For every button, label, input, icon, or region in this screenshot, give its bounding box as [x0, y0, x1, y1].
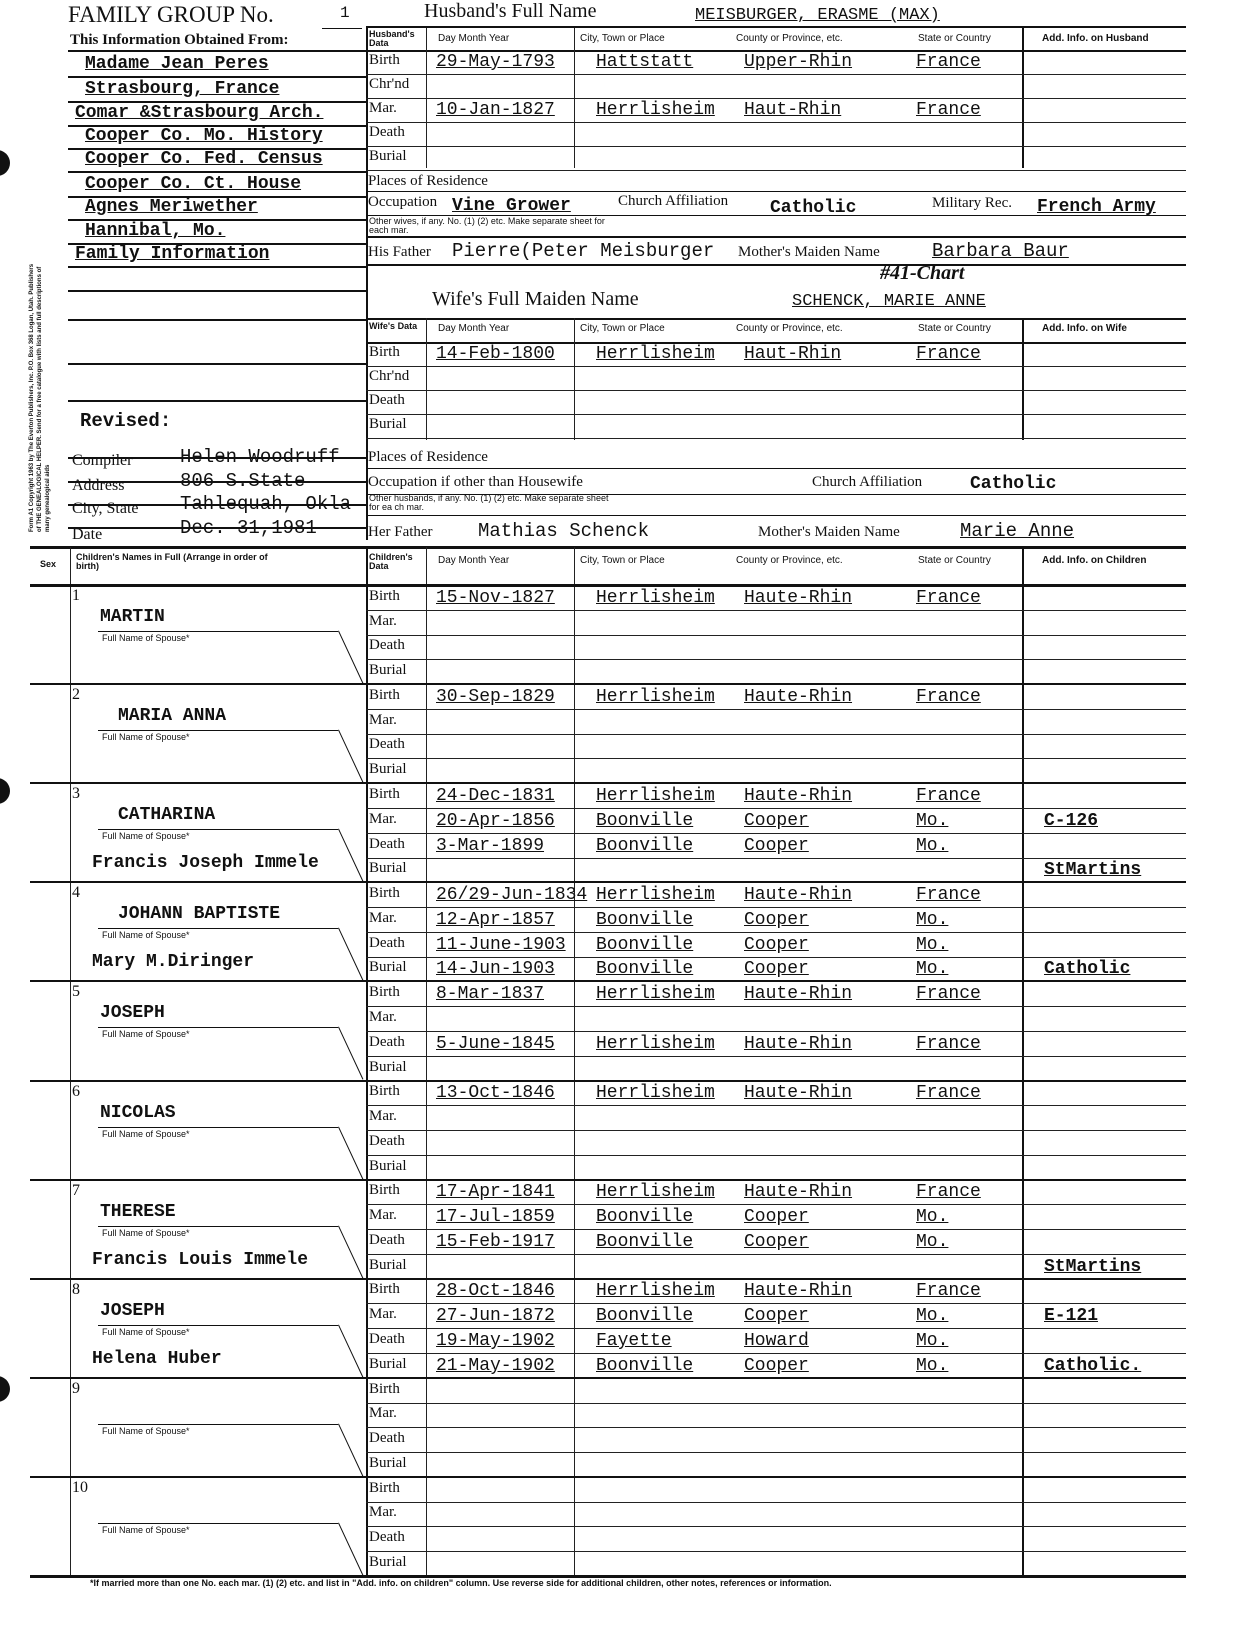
- family-group-number: 1: [340, 4, 350, 22]
- event-date: 19-May-1902: [436, 1331, 555, 1352]
- event-city: Boonville: [596, 959, 694, 980]
- event-state: France: [916, 1182, 981, 1203]
- event-city: Herrlisheim: [596, 785, 715, 806]
- spouse-label: Full Name of Spouse*: [102, 732, 190, 743]
- event-label: Mar.: [369, 1405, 397, 1422]
- spouse-name: Francis Louis Immele: [92, 1249, 309, 1270]
- event-state: France: [916, 344, 981, 364]
- event-date: 14-Jun-1903: [436, 959, 555, 980]
- event-label: Birth: [369, 1281, 400, 1298]
- event-label: Burial: [369, 860, 407, 877]
- form-title: FAMILY GROUP No.: [68, 2, 274, 27]
- child-number: 3: [72, 785, 80, 803]
- child-number: 2: [72, 686, 80, 704]
- her-father-value: Mathias Schenck: [478, 520, 650, 542]
- child-name: THERESE: [100, 1201, 176, 1222]
- event-county: Cooper: [744, 810, 809, 831]
- event-state: France: [916, 587, 981, 608]
- event-county: Cooper: [744, 1306, 809, 1327]
- event-date: 30-Sep-1829: [436, 686, 555, 707]
- event-label: Burial: [369, 959, 407, 976]
- event-state: France: [916, 1033, 981, 1054]
- event-city: Herrlisheim: [596, 100, 715, 120]
- child-name: MARIA ANNA: [118, 706, 227, 727]
- husband-military-value: French Army: [1037, 197, 1156, 217]
- date-value: Dec. 31,1981: [180, 517, 317, 539]
- husband-occupation-value: Vine Grower: [452, 196, 571, 216]
- date-column-header: Day Month Year: [438, 555, 510, 566]
- event-label: Death: [369, 1231, 405, 1248]
- county-column-header: County or Province, etc.: [736, 555, 843, 566]
- add-info-column-header: Add. Info. on Children: [1042, 555, 1147, 566]
- event-label: Death: [369, 392, 405, 408]
- event-county: Haute-Rhin: [744, 1033, 853, 1054]
- event-state: France: [916, 100, 981, 120]
- source-line: Family Information: [75, 244, 270, 264]
- event-label: Death: [369, 736, 405, 753]
- event-county: Cooper: [744, 1231, 809, 1252]
- his-father-value: Pierre(Peter Meisburger: [452, 240, 715, 262]
- wife-name-label: Wife's Full Maiden Name: [432, 288, 639, 310]
- event-label: Mar.: [369, 909, 397, 926]
- event-label: Mar.: [369, 1108, 397, 1125]
- event-label: Death: [369, 934, 405, 951]
- event-city: Herrlisheim: [596, 686, 715, 707]
- spouse-label: Full Name of Spouse*: [102, 1326, 190, 1337]
- event-date: 15-Nov-1827: [436, 587, 555, 608]
- compiler-label: Compiler: [72, 452, 133, 469]
- event-label: Birth: [369, 1479, 400, 1496]
- event-label: Burial: [369, 1058, 407, 1075]
- event-city: Boonville: [596, 835, 694, 856]
- event-county: Haute-Rhin: [744, 785, 853, 806]
- child-name: JOSEPH: [100, 1003, 165, 1024]
- event-city: Herrlisheim: [596, 1083, 715, 1104]
- event-city: Fayette: [596, 1331, 672, 1352]
- date-column-header: Day Month Year: [438, 323, 510, 334]
- event-date: 27-Jun-1872: [436, 1306, 555, 1327]
- city-column-header: City, Town or Place: [580, 33, 665, 44]
- source-line: Cooper Co. Fed. Census: [85, 149, 323, 169]
- event-date: 11-June-1903: [436, 934, 566, 955]
- source-line: Cooper Co. Mo. History: [85, 126, 323, 146]
- event-state: Mo.: [916, 810, 949, 831]
- county-column-header: County or Province, etc.: [736, 323, 843, 334]
- event-city: Boonville: [596, 1207, 694, 1228]
- event-state: Mo.: [916, 835, 949, 856]
- event-label: Burial: [369, 1355, 407, 1372]
- spouse-label: Full Name of Spouse*: [102, 1128, 190, 1139]
- event-label: Mar.: [369, 711, 397, 728]
- city-state-label: City, State: [72, 500, 139, 517]
- event-date: 15-Feb-1917: [436, 1231, 555, 1252]
- event-county: Howard: [744, 1331, 809, 1352]
- husband-military-label: Military Rec.: [932, 195, 1012, 211]
- his-mother-label: Mother's Maiden Name: [738, 244, 880, 260]
- wife-church-value: Catholic: [970, 474, 1057, 494]
- event-label: Mar.: [369, 1306, 397, 1323]
- event-label: Burial: [369, 148, 407, 164]
- event-state: Mo.: [916, 909, 949, 930]
- event-date: 24-Dec-1831: [436, 785, 555, 806]
- event-label: Mar.: [369, 612, 397, 629]
- event-label: Birth: [369, 785, 400, 802]
- event-county: Cooper: [744, 1207, 809, 1228]
- event-label: Birth: [369, 587, 400, 604]
- event-county: Cooper: [744, 1355, 809, 1376]
- event-city: Boonville: [596, 909, 694, 930]
- event-date: 8-Mar-1837: [436, 984, 545, 1005]
- child-number: 9: [72, 1379, 80, 1397]
- event-state: Mo.: [916, 1207, 949, 1228]
- his-mother-value: Barbara Baur: [932, 240, 1069, 262]
- child-number: 7: [72, 1181, 80, 1199]
- event-city: Boonville: [596, 1231, 694, 1252]
- event-city: Boonville: [596, 934, 694, 955]
- event-state: France: [916, 52, 981, 72]
- event-label: Death: [369, 1331, 405, 1348]
- event-label: Burial: [369, 1454, 407, 1471]
- event-city: Herrlisheim: [596, 885, 715, 906]
- event-label: Birth: [369, 686, 400, 703]
- event-label: Chr'nd: [369, 76, 410, 92]
- compiler-value: Helen Woodruff: [180, 446, 340, 468]
- event-date: 17-Apr-1841: [436, 1182, 555, 1203]
- event-state: France: [916, 785, 981, 806]
- child-number: 1: [72, 587, 80, 604]
- side-copyright: Form A1 Copyright 1963 by The Everton Publishers, Inc. P.O. Box 368 Logan, Utah. Publishers of THE GENEALOGICAL HELPER. Send for a free catalogue with lists and full descriptions of many genealogical aids: [29, 263, 51, 532]
- event-state: France: [916, 984, 981, 1005]
- child-name: MARTIN: [100, 607, 165, 627]
- event-add-info: E-121: [1044, 1306, 1099, 1327]
- event-city: Herrlisheim: [596, 1182, 715, 1203]
- event-county: Cooper: [744, 835, 809, 856]
- child-number: 5: [72, 983, 80, 1001]
- her-father-label: Her Father: [368, 524, 433, 540]
- child-name: NICOLAS: [100, 1102, 176, 1123]
- event-label: Burial: [369, 416, 407, 432]
- husband-occupation-label: Occupation: [368, 194, 438, 210]
- event-label: Birth: [369, 984, 400, 1001]
- child-name: CATHARINA: [118, 805, 216, 826]
- event-state: Mo.: [916, 1331, 949, 1352]
- event-county: Haute-Rhin: [744, 1182, 853, 1203]
- children-data-header: Children's Data: [369, 552, 413, 571]
- event-label: Death: [369, 1132, 405, 1149]
- county-column-header: County or Province, etc.: [736, 33, 843, 44]
- event-state: Mo.: [916, 934, 949, 955]
- event-state: Mo.: [916, 959, 949, 980]
- add-info-column-header: Add. Info. on Husband: [1042, 33, 1149, 44]
- spouse-label: Full Name of Spouse*: [102, 1227, 190, 1238]
- event-label: Birth: [369, 1083, 400, 1100]
- spouse-name: Mary M.Diringer: [92, 952, 255, 973]
- event-label: Birth: [369, 52, 400, 68]
- event-label: Burial: [369, 761, 407, 778]
- event-add-info: StMartins: [1044, 860, 1142, 881]
- wife-full-name: SCHENCK, MARIE ANNE: [792, 292, 986, 311]
- spouse-label: Full Name of Spouse*: [102, 1425, 190, 1436]
- sources-label: This Information Obtained From:: [70, 32, 289, 48]
- event-label: Birth: [369, 1380, 400, 1397]
- event-county: Haute-Rhin: [744, 885, 853, 906]
- event-date: 20-Apr-1856: [436, 810, 555, 831]
- event-county: Cooper: [744, 909, 809, 930]
- event-add-info: StMartins: [1044, 1256, 1142, 1277]
- city-state-value: Tahlequah, Okla: [180, 493, 352, 515]
- event-label: Death: [369, 1529, 405, 1546]
- footer-note: *If married more than one No. each mar. (1) (2) etc. and list in "Add. info. on children" column. Use reverse side for additional children, other notes, references or information.: [90, 1578, 832, 1588]
- event-date: 12-Apr-1857: [436, 909, 555, 930]
- other-husbands-note: Other husbands, if any. No. (1) (2) etc. Make separate sheet for ea ch mar.: [369, 493, 609, 512]
- his-father-label: His Father: [368, 244, 431, 260]
- spouse-label: Full Name of Spouse*: [102, 930, 190, 941]
- event-city: Boonville: [596, 1306, 694, 1327]
- event-state: France: [916, 1281, 981, 1302]
- spouse-label: Full Name of Spouse*: [102, 633, 190, 643]
- husband-name-label: Husband's Full Name: [424, 0, 597, 22]
- event-city: Herrlisheim: [596, 1281, 715, 1302]
- event-state: Mo.: [916, 1306, 949, 1327]
- event-state: France: [916, 885, 981, 906]
- event-label: Mar.: [369, 1207, 397, 1224]
- event-label: Mar.: [369, 100, 397, 116]
- event-label: Death: [369, 637, 405, 654]
- event-label: Death: [369, 124, 405, 140]
- event-date: 29-May-1793: [436, 52, 555, 72]
- sex-header: Sex: [40, 559, 57, 569]
- event-label: Birth: [369, 885, 400, 902]
- source-line: Strasbourg, France: [85, 79, 280, 99]
- husband-residence-label: Places of Residence: [368, 173, 488, 189]
- husband-church-value: Catholic: [770, 198, 857, 218]
- event-date: 13-Oct-1846: [436, 1083, 555, 1104]
- source-line: Cooper Co. Ct. House: [85, 174, 302, 194]
- event-state: France: [916, 1083, 981, 1104]
- add-info-column-header: Add. Info. on Wife: [1042, 323, 1127, 334]
- event-label: Burial: [369, 1554, 407, 1570]
- wife-data-header: Wife's Data: [369, 321, 418, 331]
- event-city: Herrlisheim: [596, 587, 715, 608]
- punch-hole: [0, 778, 10, 804]
- event-county: Haut-Rhin: [744, 344, 842, 364]
- wife-church-label: Church Affiliation: [812, 474, 923, 490]
- event-label: Death: [369, 1033, 405, 1050]
- state-column-header: State or Country: [918, 555, 991, 566]
- husband-full-name: MEISBURGER, ERASME (MAX): [695, 6, 940, 25]
- child-number: 4: [72, 884, 80, 902]
- event-city: Herrlisheim: [596, 344, 715, 364]
- punch-hole: [0, 1376, 10, 1402]
- event-label: Burial: [369, 1256, 407, 1273]
- event-label: Death: [369, 1430, 405, 1447]
- husband-data-header: Husband's Data: [369, 29, 415, 48]
- event-add-info: C-126: [1044, 810, 1099, 831]
- husband-church-label: Church Affiliation: [618, 193, 729, 209]
- event-city: Herrlisheim: [596, 1033, 715, 1054]
- address-label: Address: [72, 477, 125, 494]
- source-line: Comar &Strasbourg Arch.: [75, 103, 324, 123]
- event-county: Haute-Rhin: [744, 984, 853, 1005]
- state-column-header: State or Country: [918, 323, 991, 334]
- state-column-header: State or Country: [918, 33, 991, 44]
- city-column-header: City, Town or Place: [580, 555, 665, 566]
- wife-residence-label: Places of Residence: [368, 449, 488, 465]
- event-city: Boonville: [596, 810, 694, 831]
- city-column-header: City, Town or Place: [580, 323, 665, 334]
- her-mother-value: Marie Anne: [960, 520, 1075, 542]
- event-label: Mar.: [369, 1504, 397, 1521]
- event-county: Haut-Rhin: [744, 100, 842, 120]
- event-county: Haute-Rhin: [744, 1281, 853, 1302]
- event-county: Haute-Rhin: [744, 587, 853, 608]
- event-add-info: Catholic: [1044, 959, 1131, 980]
- event-county: Cooper: [744, 959, 809, 980]
- date-label: Date: [72, 526, 103, 543]
- event-label: Chr'nd: [369, 368, 410, 384]
- event-date: 28-Oct-1846: [436, 1281, 555, 1302]
- event-county: Cooper: [744, 934, 809, 955]
- revised-label: Revised:: [80, 410, 172, 432]
- event-county: Haute-Rhin: [744, 686, 853, 707]
- event-county: Upper-Rhin: [744, 52, 853, 72]
- event-date: 3-Mar-1899: [436, 835, 545, 856]
- source-line: Hannibal, Mo.: [85, 221, 226, 241]
- spouse-label: Full Name of Spouse*: [102, 831, 190, 842]
- event-label: Burial: [369, 662, 407, 679]
- punch-hole: [0, 150, 10, 176]
- event-date: 26/29-Jun-1834: [436, 885, 588, 906]
- her-mother-label: Mother's Maiden Name: [758, 524, 900, 540]
- event-state: Mo.: [916, 1231, 949, 1252]
- event-date: 21-May-1902: [436, 1355, 555, 1376]
- wife-chart-annotation: #41-Chart: [880, 262, 965, 284]
- wife-occupation-label: Occupation if other than Housewife: [368, 474, 583, 490]
- event-date: 17-Jul-1859: [436, 1207, 555, 1228]
- children-names-header: Children's Names in Full (Arrange in order of birth): [76, 552, 268, 571]
- event-date: 5-June-1845: [436, 1033, 555, 1054]
- event-city: Hattstatt: [596, 52, 694, 72]
- event-city: Herrlisheim: [596, 984, 715, 1005]
- event-county: Haute-Rhin: [744, 1083, 853, 1104]
- event-date: 14-Feb-1800: [436, 344, 555, 364]
- address-value: 806 S.State: [180, 470, 306, 492]
- event-label: Birth: [369, 344, 400, 360]
- other-wives-note: Other wives, if any. No. (1) (2) etc. Make separate sheet for each mar.: [369, 216, 605, 235]
- event-label: Mar.: [369, 810, 397, 827]
- spouse-name: Francis Joseph Immele: [92, 853, 319, 874]
- spouse-label: Full Name of Spouse*: [102, 1029, 190, 1040]
- spouse-name: Helena Huber: [92, 1348, 222, 1369]
- source-line: Madame Jean Peres: [85, 54, 269, 74]
- event-label: Death: [369, 835, 405, 852]
- source-line: Agnes Meriwether: [85, 197, 258, 217]
- child-name: JOSEPH: [100, 1300, 165, 1321]
- event-state: France: [916, 686, 981, 707]
- event-label: Mar.: [369, 1008, 397, 1025]
- child-number: 8: [72, 1280, 80, 1298]
- child-name: JOHANN BAPTISTE: [118, 904, 281, 925]
- child-number: 10: [72, 1478, 88, 1496]
- date-column-header: Day Month Year: [438, 33, 510, 44]
- event-label: Birth: [369, 1182, 400, 1199]
- event-date: 10-Jan-1827: [436, 100, 555, 120]
- child-number: 6: [72, 1082, 80, 1100]
- event-state: Mo.: [916, 1355, 949, 1376]
- event-city: Boonville: [596, 1355, 694, 1376]
- spouse-label: Full Name of Spouse*: [102, 1524, 190, 1535]
- event-label: Burial: [369, 1157, 407, 1174]
- event-add-info: Catholic.: [1044, 1355, 1142, 1376]
